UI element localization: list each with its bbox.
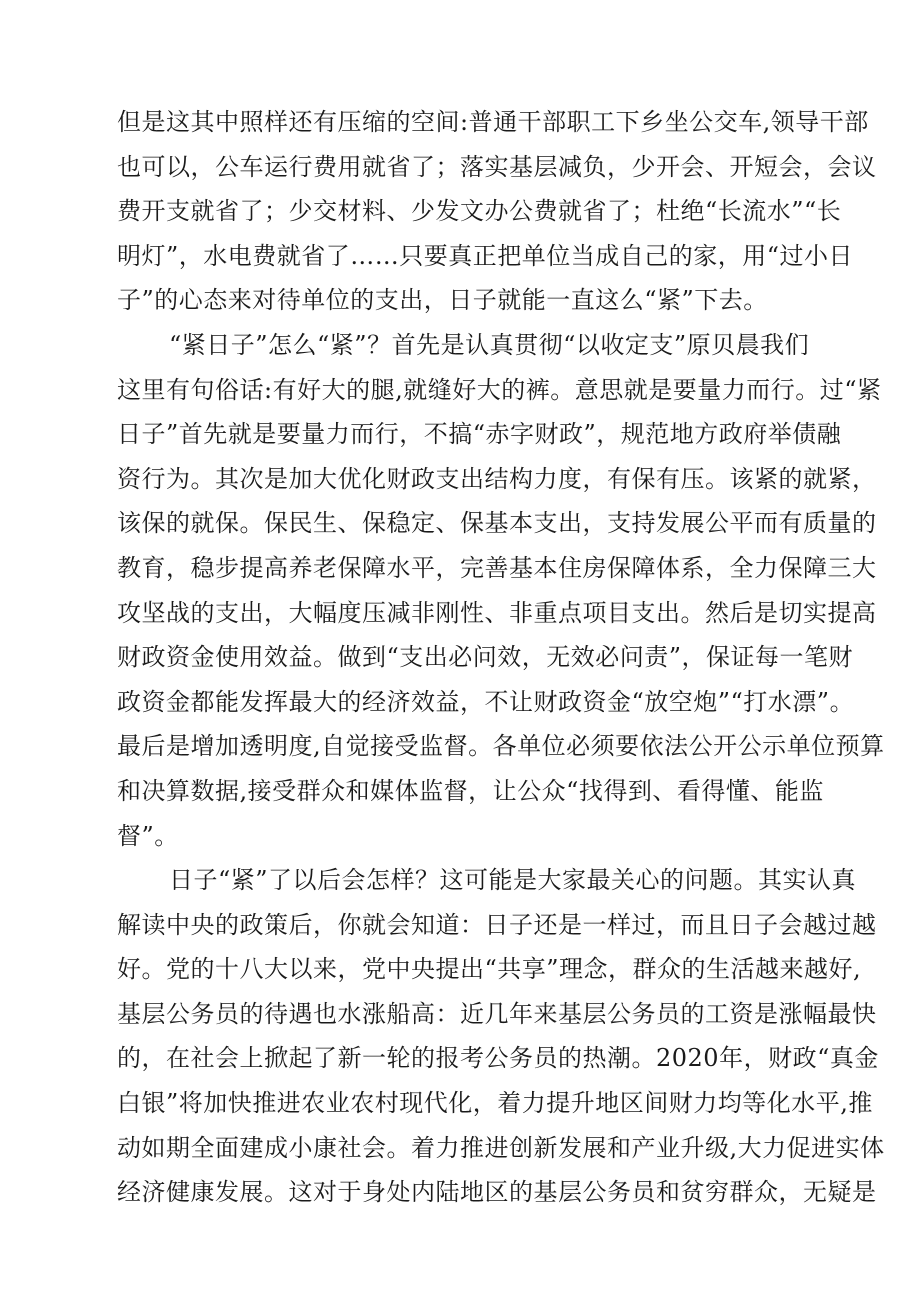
text-line: 也可以，公车运行费用就省了；落实基层减负，少开会、开短会，会议	[117, 152, 877, 181]
text-line: 费开支就省了；少交材料、少发文办公费就省了；杜绝“长流水”“长	[117, 197, 842, 226]
text-line: 财政资金使用效益。做到“支出必问效，无效必问责”，保证每一笔财	[117, 643, 854, 672]
text-line: 这里有句俗话:有好大的腿,就缝好大的裤。意思就是要量力而行。过“紧	[117, 375, 882, 404]
text-line: 的，在社会上掀起了新一轮的报考公务员的热潮。2020年，财政“真金	[117, 1044, 879, 1073]
text-line: 攻坚战的支出，大幅度压减非刚性、非重点项目支出。然后是切实提高	[117, 598, 877, 627]
body-text	[117, 100, 885, 1215]
text-line: 动如期全面建成小康社会。着力推进创新发展和产业升级,大力促进实体	[117, 1133, 885, 1162]
text-line: 明灯”，水电费就省了……只要真正把单位当成自己的家，用“过小日	[117, 241, 854, 270]
text-line: 日子”首先就是要量力而行，不搞“赤字财政”，规范地方政府举债融	[117, 420, 842, 449]
text-line: 和决算数据,接受群众和媒体监督，让公众“找得到、看得懂、能监	[117, 776, 824, 805]
text-line: 子”的心态来对待单位的支出，日子就能一直这么“紧”下去。	[117, 286, 768, 315]
text-line: 解读中央的政策后，你就会知道：日子还是一样过，而且日子会越过越	[117, 910, 877, 939]
text-line: 教育，稳步提高养老保障水平，完善基本住房保障体系，全力保障三大	[117, 553, 877, 582]
text-line: 基层公务员的待遇也水涨船高：近几年来基层公务员的工资是涨幅最快	[117, 999, 877, 1028]
text-line: 该保的就保。保民生、保稳定、保基本支出，支持发展公平而有质量的	[117, 509, 877, 538]
text-line: 白银”将加快推进农业农村现代化，着力提升地区间财力均等化水平,推	[117, 1089, 873, 1118]
paragraph-start-line: 日子“紧”了以后会怎样？这可能是大家最关心的问题。其实认真	[169, 866, 857, 895]
text-line: 但是这其中照样还有压缩的空间:普通干部职工下乡坐公交车,领导干部	[117, 108, 869, 136]
text-line: 督”。	[117, 821, 179, 850]
text-line: 资行为。其次是加大优化财政支出结构力度，有保有压。该紧的就紧，	[117, 464, 877, 493]
paragraph-start-line: “紧日子”怎么“紧”？首先是认真贯彻“以收定支”原贝晨我们	[169, 330, 810, 359]
text-line: 经济健康发展。这对于身处内陆地区的基层公务员和贫穷群众，无疑是	[117, 1178, 877, 1207]
text-line: 好。党的十八大以来，党中央提出“共享”理念，群众的生活越来越好,	[117, 955, 862, 984]
text-line: 政资金都能发挥最大的经济效益，不让财政资金“放空炮”“打水漂”。	[117, 687, 855, 716]
text-line: 最后是增加透明度,自觉接受监督。各单位必须要依法公开公示单位预算	[117, 732, 885, 761]
